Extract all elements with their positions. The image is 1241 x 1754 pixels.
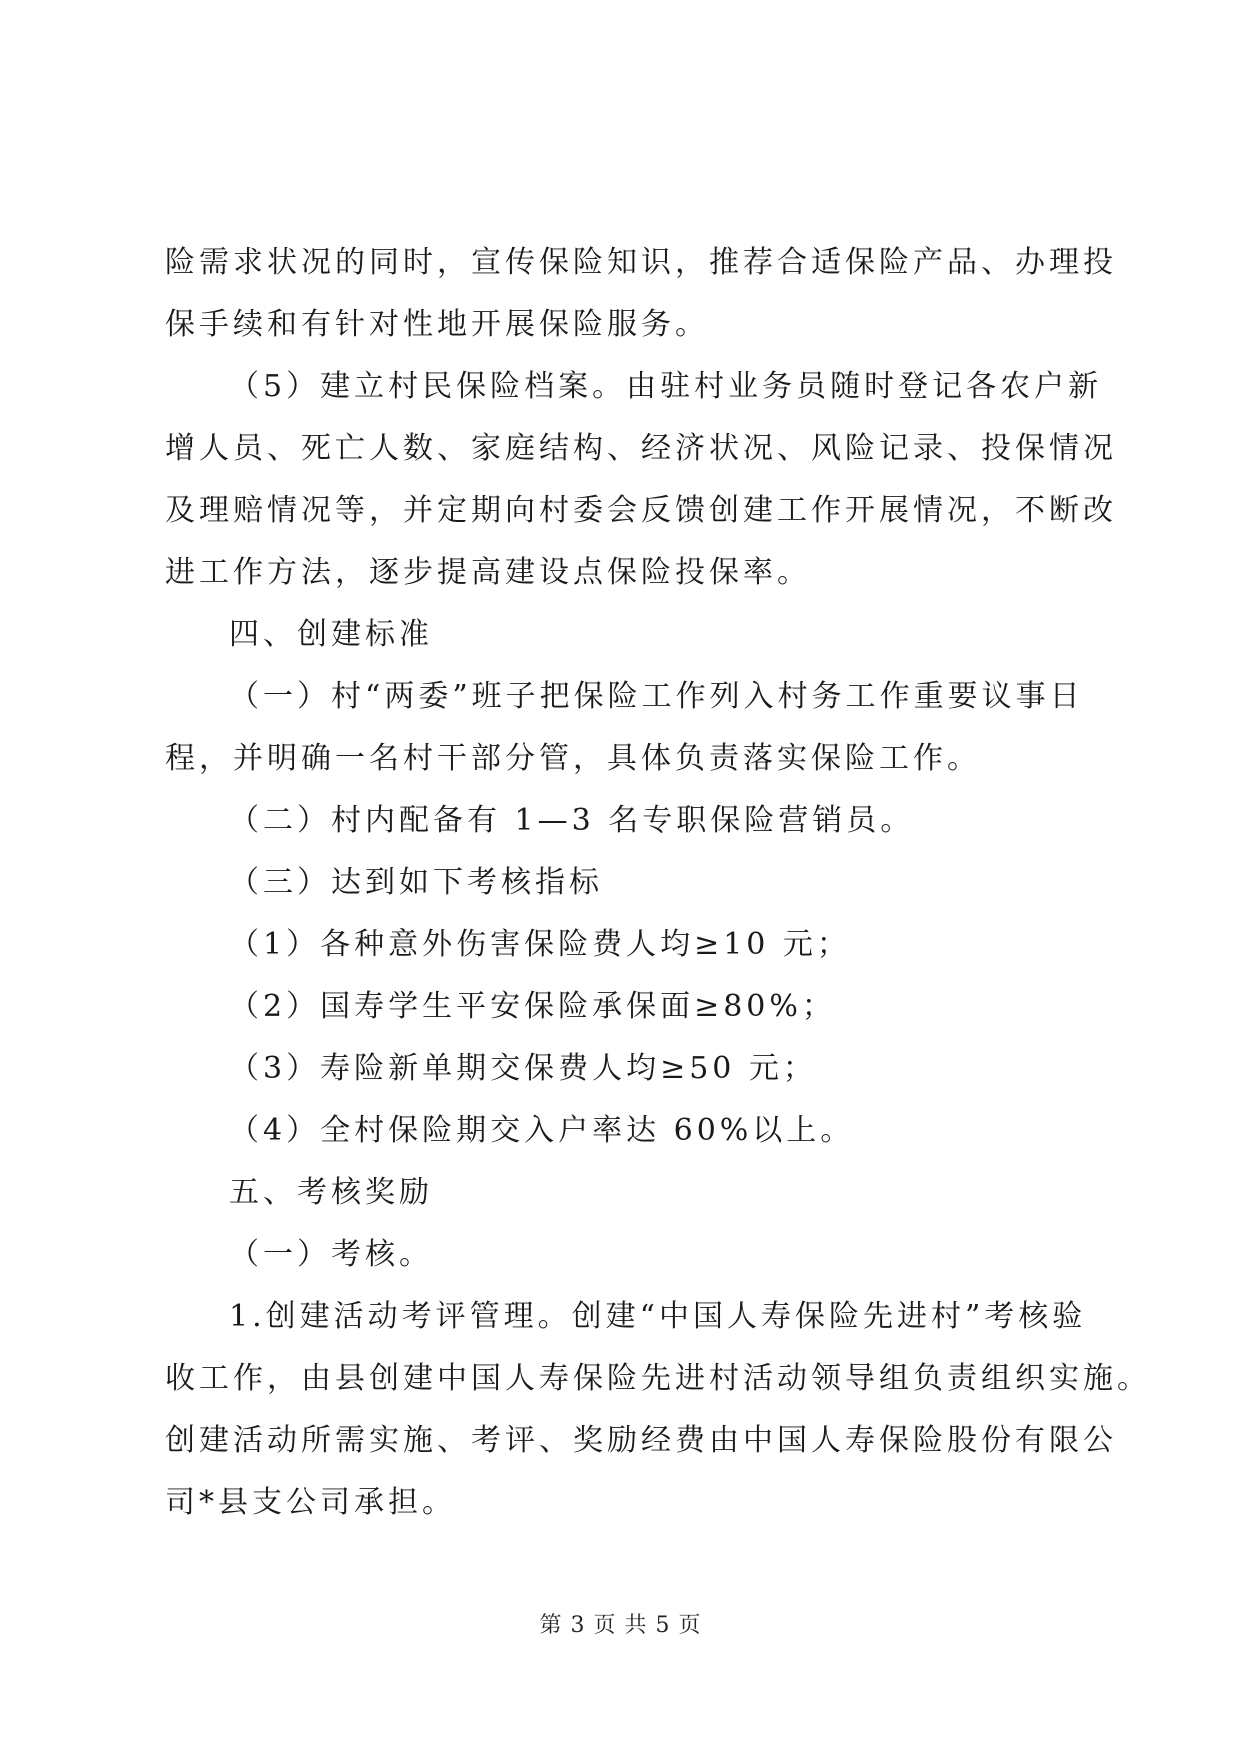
document-body <box>165 232 1151 1534</box>
list-item: （3）寿险新单期交保费人均≥50 元； <box>229 1051 817 1086</box>
subsection-heading: （一）考核。 <box>229 1237 433 1272</box>
paragraph-line: 程，并明确一名村干部分管，具体负责落实保险工作。 <box>165 741 981 776</box>
paragraph-line: 1.创建活动考评管理。创建“中国人寿保险先进村”考核验 <box>229 1299 1087 1334</box>
paragraph-line: 进工作方法，逐步提高建设点保险投保率。 <box>165 555 811 590</box>
paragraph-line: 增人员、死亡人数、家庭结构、经济状况、风险记录、投保情况 <box>165 431 1117 466</box>
list-item: （1）各种意外伤害保险费人均≥10 元； <box>229 927 851 962</box>
list-item: （4）全村保险期交入户率达 60%以上。 <box>229 1113 855 1148</box>
paragraph-line: 保手续和有针对性地开展保险服务。 <box>165 307 709 342</box>
page-number-footer: 第 3 页 共 5 页 <box>539 1613 702 1638</box>
paragraph-line: 创建活动所需实施、考评、奖励经费由中国人寿保险股份有限公 <box>165 1423 1117 1458</box>
paragraph-line: （一）村“两委”班子把保险工作列入村务工作重要议事日 <box>229 679 1084 714</box>
list-item: （2）国寿学生平安保险承保面≥80%； <box>229 989 836 1024</box>
section-heading: 四、创建标准 <box>229 617 433 652</box>
paragraph-line: 收工作，由县创建中国人寿保险先进村活动领导组负责组织实施。 <box>165 1361 1151 1396</box>
paragraph-line: （二）村内配备有 1—3 名专职保险营销员。 <box>229 803 915 838</box>
paragraph-line: （5）建立村民保险档案。由驻村业务员随时登记各农户新 <box>229 369 1103 404</box>
paragraph-line: （三）达到如下考核指标 <box>229 865 603 900</box>
paragraph-line: 及理赔情况等，并定期向村委会反馈创建工作开展情况，不断改 <box>165 493 1117 528</box>
paragraph-line: 险需求状况的同时，宣传保险知识，推荐合适保险产品、办理投 <box>165 245 1117 280</box>
paragraph-line: 司*县支公司承担。 <box>165 1485 456 1520</box>
section-heading: 五、考核奖励 <box>229 1175 433 1210</box>
